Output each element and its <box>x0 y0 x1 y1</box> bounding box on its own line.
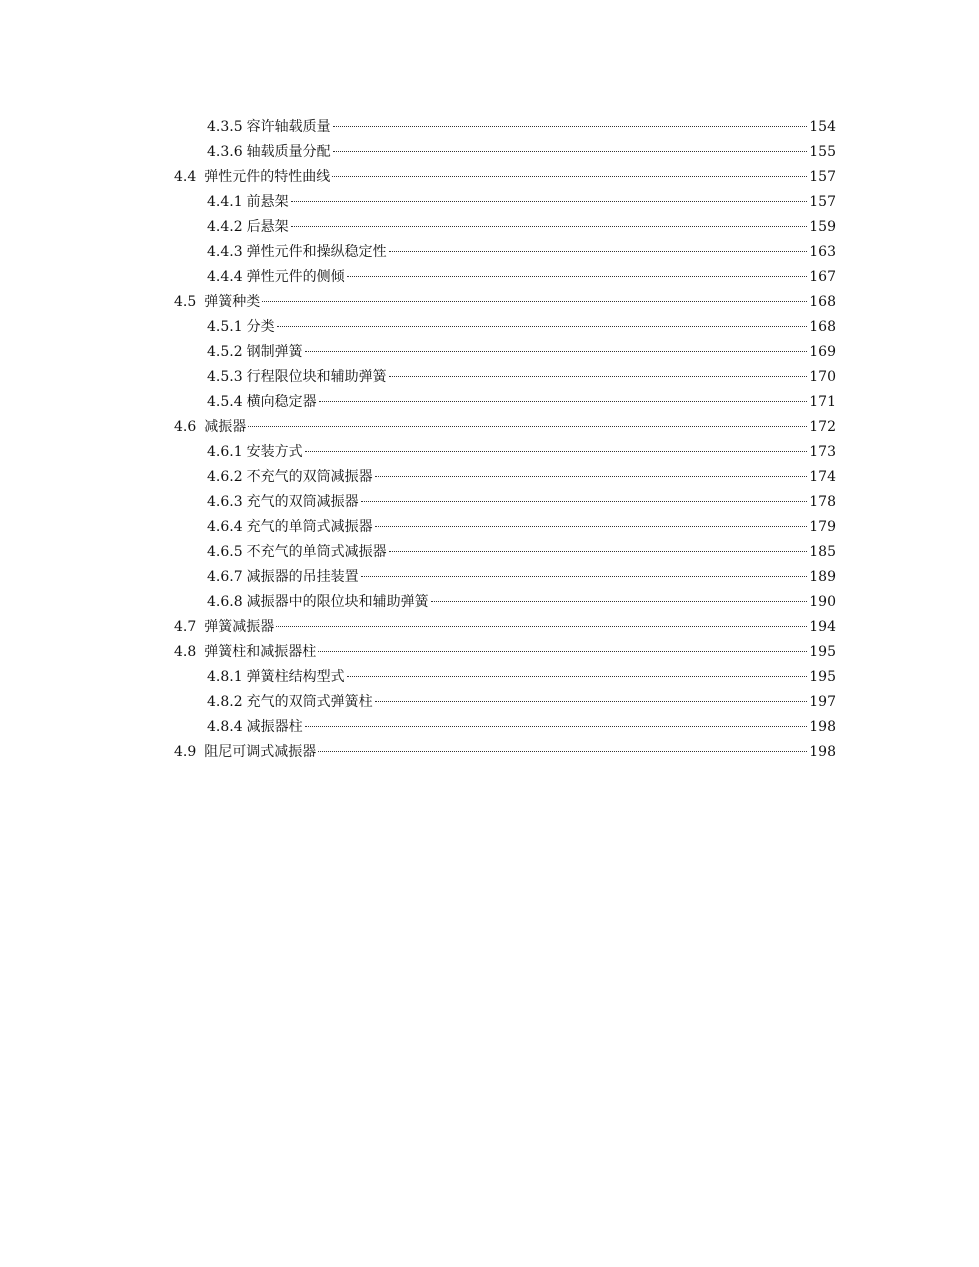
toc-entry <box>174 440 836 465</box>
toc-entry <box>174 465 836 490</box>
toc-entry <box>174 715 836 740</box>
toc-page-number: 178 <box>809 494 836 510</box>
toc-page-number: 185 <box>809 544 836 560</box>
toc-entry <box>174 515 836 540</box>
toc-dot-leader <box>361 576 808 577</box>
toc-entry <box>174 240 836 265</box>
toc-section-title: 弹簧种类 <box>204 294 261 310</box>
toc-page-number: 194 <box>809 619 836 635</box>
toc-page-number: 170 <box>809 369 836 385</box>
toc-section-title: 弹簧柱结构型式 <box>246 669 345 685</box>
toc-dot-leader <box>305 351 808 352</box>
toc-section-number: 4.5.4 <box>207 394 243 410</box>
toc-page-number: 157 <box>809 169 836 185</box>
toc-entry <box>174 315 836 340</box>
toc-section-number: 4.5.2 <box>207 344 243 360</box>
toc-entry <box>174 640 836 665</box>
toc-section-title: 分类 <box>246 319 275 335</box>
toc-page-number: 195 <box>809 644 836 660</box>
toc-section-title: 不充气的单筒式减振器 <box>246 544 387 560</box>
toc-dot-leader <box>431 601 808 602</box>
toc-dot-leader <box>291 201 808 202</box>
toc-section-number: 4.7 <box>174 619 197 635</box>
toc-entry <box>174 140 836 165</box>
toc-entry <box>174 565 836 590</box>
toc-page-number: 159 <box>809 219 836 235</box>
toc-section-title: 减振器 <box>204 419 247 435</box>
toc-entry <box>174 740 836 765</box>
toc-entry <box>174 290 836 315</box>
toc-entry <box>174 665 836 690</box>
toc-page-number: 173 <box>809 444 836 460</box>
toc-dot-leader <box>389 376 808 377</box>
toc-dot-leader <box>332 176 807 177</box>
toc-section-number: 4.4.4 <box>207 269 243 285</box>
toc-page-number: 198 <box>809 744 836 760</box>
toc-dot-leader <box>248 426 807 427</box>
toc-section-title: 横向稳定器 <box>246 394 317 410</box>
toc-page-number: 169 <box>809 344 836 360</box>
toc-section-number: 4.4 <box>174 169 197 185</box>
toc-page-number: 195 <box>809 669 836 685</box>
toc-page-number: 172 <box>809 419 836 435</box>
toc-section-number: 4.3.5 <box>207 119 243 135</box>
toc-entry <box>174 415 836 440</box>
toc-section-title: 弹簧柱和减振器柱 <box>204 644 317 660</box>
toc-section-title: 行程限位块和辅助弹簧 <box>246 369 387 385</box>
toc-page-number: 168 <box>809 294 836 310</box>
toc-dot-leader <box>318 651 807 652</box>
toc-section-number: 4.5.3 <box>207 369 243 385</box>
toc-entry <box>174 615 836 640</box>
toc-dot-leader <box>318 751 807 752</box>
toc-dot-leader <box>305 726 808 727</box>
toc-section-number: 4.8.4 <box>207 719 243 735</box>
toc-dot-leader <box>375 476 808 477</box>
toc-section-title: 不充气的双筒减振器 <box>246 469 373 485</box>
toc-section-title: 充气的双筒减振器 <box>246 494 359 510</box>
toc-section-number: 4.8.2 <box>207 694 243 710</box>
toc-section-number: 4.4.1 <box>207 194 243 210</box>
toc-dot-leader <box>375 701 808 702</box>
toc-page-number: 157 <box>809 194 836 210</box>
toc-entry <box>174 165 836 190</box>
toc-page-number: 179 <box>809 519 836 535</box>
toc-section-number: 4.4.2 <box>207 219 243 235</box>
toc-section-title: 后悬架 <box>246 219 289 235</box>
toc-section-number: 4.8 <box>174 644 197 660</box>
toc-section-number: 4.6.2 <box>207 469 243 485</box>
toc-entry <box>174 115 836 140</box>
toc-section-number: 4.3.6 <box>207 144 243 160</box>
toc-dot-leader <box>347 676 808 677</box>
toc-dot-leader <box>262 301 807 302</box>
toc-section-number: 4.5.1 <box>207 319 243 335</box>
toc-entry <box>174 490 836 515</box>
toc-entry <box>174 190 836 215</box>
toc-section-number: 4.6 <box>174 419 197 435</box>
toc-dot-leader <box>389 551 808 552</box>
toc-section-title: 轴载质量分配 <box>246 144 331 160</box>
toc-section-number: 4.6.5 <box>207 544 243 560</box>
toc-entry <box>174 390 836 415</box>
toc-dot-leader <box>277 326 808 327</box>
toc-section-title: 弹性元件的侧倾 <box>246 269 345 285</box>
toc-page-number: 189 <box>809 569 836 585</box>
toc-entry <box>174 690 836 715</box>
toc-page-number: 190 <box>809 594 836 610</box>
toc-page-number: 167 <box>809 269 836 285</box>
toc-dot-leader <box>276 626 807 627</box>
toc-section-number: 4.6.3 <box>207 494 243 510</box>
toc-section-number: 4.6.8 <box>207 594 243 610</box>
toc-section-title: 前悬架 <box>246 194 289 210</box>
toc-dot-leader <box>333 126 808 127</box>
toc-section-title: 钢制弹簧 <box>246 344 303 360</box>
toc-section-title: 弹性元件的特性曲线 <box>204 169 331 185</box>
toc-section-number: 4.5 <box>174 294 197 310</box>
table-of-contents <box>174 115 836 765</box>
toc-section-number: 4.4.3 <box>207 244 243 260</box>
toc-dot-leader <box>319 401 808 402</box>
toc-entry <box>174 590 836 615</box>
toc-section-title: 充气的单筒式减振器 <box>246 519 373 535</box>
toc-section-title: 减振器柱 <box>246 719 303 735</box>
toc-section-number: 4.6.7 <box>207 569 243 585</box>
toc-section-title: 安装方式 <box>246 444 303 460</box>
toc-page-number: 168 <box>809 319 836 335</box>
toc-section-title: 容许轴载质量 <box>246 119 331 135</box>
toc-page-number: 174 <box>809 469 836 485</box>
toc-section-number: 4.8.1 <box>207 669 243 685</box>
toc-page-number: 197 <box>809 694 836 710</box>
toc-dot-leader <box>389 251 808 252</box>
toc-dot-leader <box>291 226 808 227</box>
toc-dot-leader <box>333 151 808 152</box>
toc-section-number: 4.9 <box>174 744 197 760</box>
toc-section-title: 充气的双筒式弹簧柱 <box>246 694 373 710</box>
toc-entry <box>174 265 836 290</box>
toc-entry <box>174 365 836 390</box>
toc-section-title: 弹簧减振器 <box>204 619 275 635</box>
toc-page-number: 163 <box>809 244 836 260</box>
toc-page-number: 155 <box>809 144 836 160</box>
toc-section-title: 弹性元件和操纵稳定性 <box>246 244 387 260</box>
toc-entry <box>174 340 836 365</box>
toc-section-title: 阻尼可调式减振器 <box>204 744 317 760</box>
toc-entry <box>174 540 836 565</box>
toc-page-number: 171 <box>809 394 836 410</box>
toc-dot-leader <box>305 451 808 452</box>
toc-entry <box>174 215 836 240</box>
toc-page-number: 198 <box>809 719 836 735</box>
toc-section-number: 4.6.1 <box>207 444 243 460</box>
toc-page-number: 154 <box>809 119 836 135</box>
toc-section-title: 减振器中的限位块和辅助弹簧 <box>246 594 429 610</box>
toc-dot-leader <box>361 501 808 502</box>
toc-dot-leader <box>347 276 808 277</box>
toc-section-title: 减振器的吊挂装置 <box>246 569 359 585</box>
toc-section-number: 4.6.4 <box>207 519 243 535</box>
toc-dot-leader <box>375 526 808 527</box>
